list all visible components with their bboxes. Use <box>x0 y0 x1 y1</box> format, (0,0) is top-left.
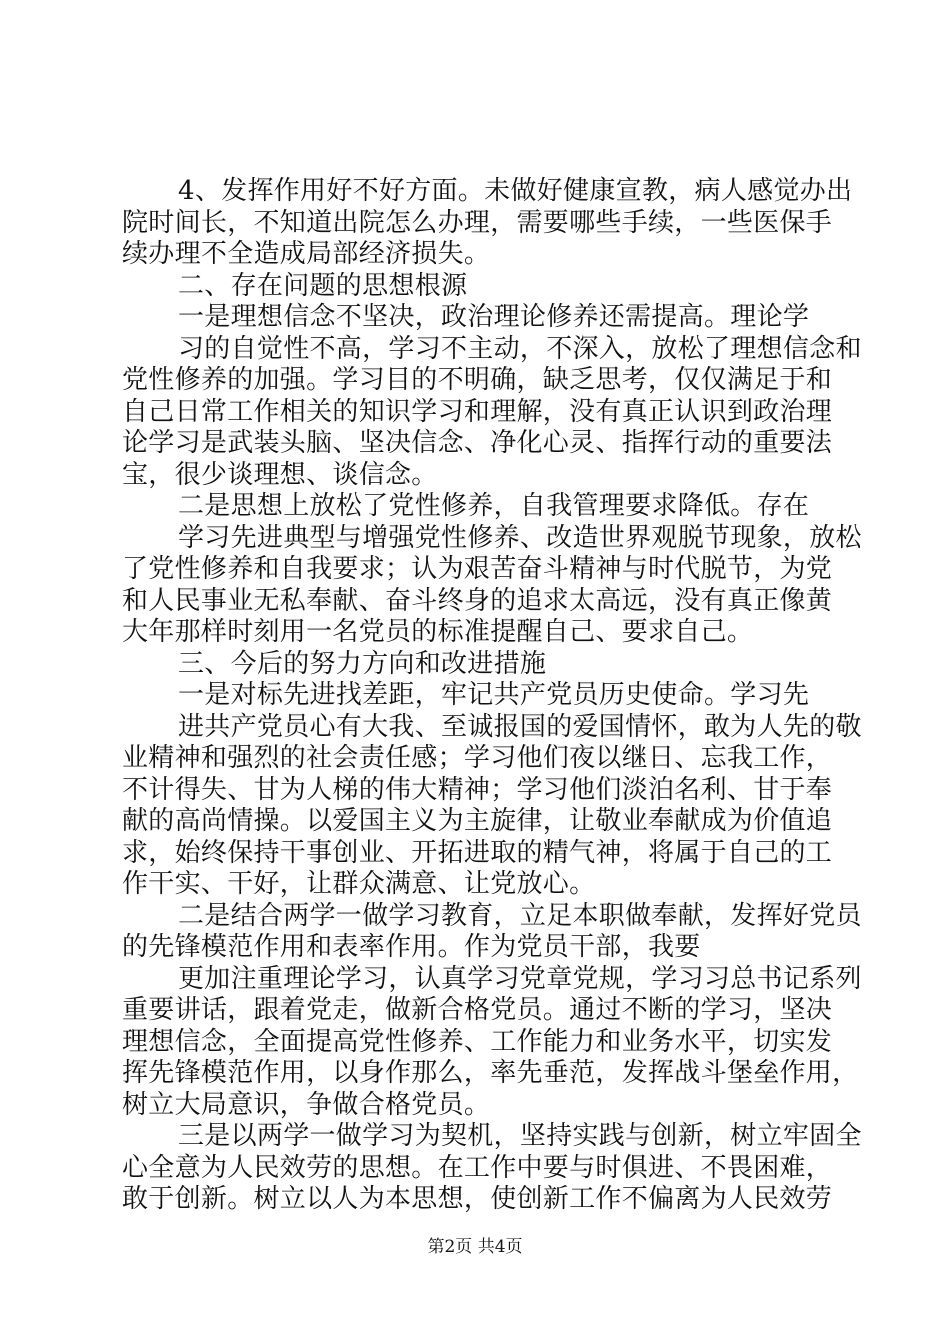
paragraph-line: 一是理想信念不坚决，政治理论修养还需提高。理论学 <box>178 302 810 332</box>
paragraph-line: 三是以两学一做学习为契机，坚持实践与创新，树立牢固全 <box>178 1121 862 1151</box>
page-footer: 第2页 共4页 <box>427 1237 523 1257</box>
paragraph-line: 了党性修养和自我要求；认为艰苦奋斗精神与时代脱节，为党 <box>122 554 833 584</box>
section-heading: 二、存在问题的思想根源 <box>178 270 468 301</box>
paragraph-line: 院时间长，不知道出院怎么办理，需要哪些手续，一些医保手 <box>122 207 833 238</box>
paragraph-line: 求，始终保持干事创业、开拓进取的精气神，将属于自己的工 <box>122 837 833 868</box>
paragraph-line: 重要讲话，跟着党走，做新合格党员。通过不断的学习，坚决 <box>122 995 833 1025</box>
paragraph-line: 业精神和强烈的社会责任感；学习他们夜以继日、忘我工作， <box>122 743 833 773</box>
paragraph-line: 自己日常工作相关的知识学习和理解，没有真正认识到政治理 <box>122 396 833 427</box>
paragraph-line: 二是思想上放松了党性修养，自我管理要求降低。存在 <box>178 491 810 521</box>
paragraph-line: 党性修养的加强。学习目的不明确，缺乏思考，仅仅满足于和 <box>122 365 833 395</box>
paragraph-line: 的先锋模范作用和表率作用。作为党员干部，我要 <box>122 932 701 962</box>
paragraph-line: 一是对标先进找差距，牢记共产党员历史使命。学习先 <box>178 680 810 710</box>
paragraph-line: 更加注重理论学习，认真学习党章党规，学习习总书记系列 <box>178 963 862 994</box>
paragraph-line: 续办理不全造成局部经济损失。 <box>122 239 491 269</box>
paragraph-line: 大年那样时刻用一名党员的标准提醒自己、要求自己。 <box>122 617 754 647</box>
paragraph-line: 二是结合两学一做学习教育，立足本职做奉献，发挥好党员 <box>178 900 862 931</box>
paragraph-line: 4、发挥作用好不好方面。未做好健康宣教，病人感觉办出 <box>178 176 853 206</box>
paragraph-line: 挥先锋模范作用，以身作那么，率先垂范，发挥战斗堡垒作用， <box>122 1058 859 1088</box>
paragraph-line: 作干实、干好，让群众满意、让党放心。 <box>122 869 596 899</box>
paragraph-line: 宝，很少谈理想、谈信念。 <box>122 459 438 490</box>
paragraph-line: 和人民事业无私奉献、奋斗终身的追求太高远，没有真正像黄 <box>122 585 833 616</box>
paragraph-line: 心全意为人民效劳的思想。在工作中要与时俱进、不畏困难， <box>122 1152 833 1183</box>
section-heading: 三、今后的努力方向和改进措施 <box>178 648 547 679</box>
paragraph-line: 树立大局意识，争做合格党员。 <box>122 1089 491 1120</box>
paragraph-line: 学习先进典型与增强党性修养、改造世界观脱节现象，放松 <box>178 522 862 553</box>
paragraph-line: 献的高尚情操。以爱国主义为主旋律，让敬业奉献成为价值追 <box>122 806 833 836</box>
paragraph-line: 习的自觉性不高，学习不主动，不深入，放松了理想信念和 <box>178 333 862 364</box>
paragraph-line: 论学习是武装头脑、坚决信念、净化心灵、指挥行动的重要法 <box>122 428 833 458</box>
paragraph-line: 理想信念，全面提高党性修养、工作能力和业务水平，切实发 <box>122 1026 833 1057</box>
paragraph-line: 不计得失、甘为人梯的伟大精神；学习他们淡泊名利、甘于奉 <box>122 774 833 805</box>
paragraph-line: 进共产党员心有大我、至诚报国的爱国情怀，敢为人先的敬 <box>178 711 862 742</box>
paragraph-line: 敢于创新。树立以人为本思想，使创新工作不偏离为人民效劳 <box>122 1184 833 1214</box>
